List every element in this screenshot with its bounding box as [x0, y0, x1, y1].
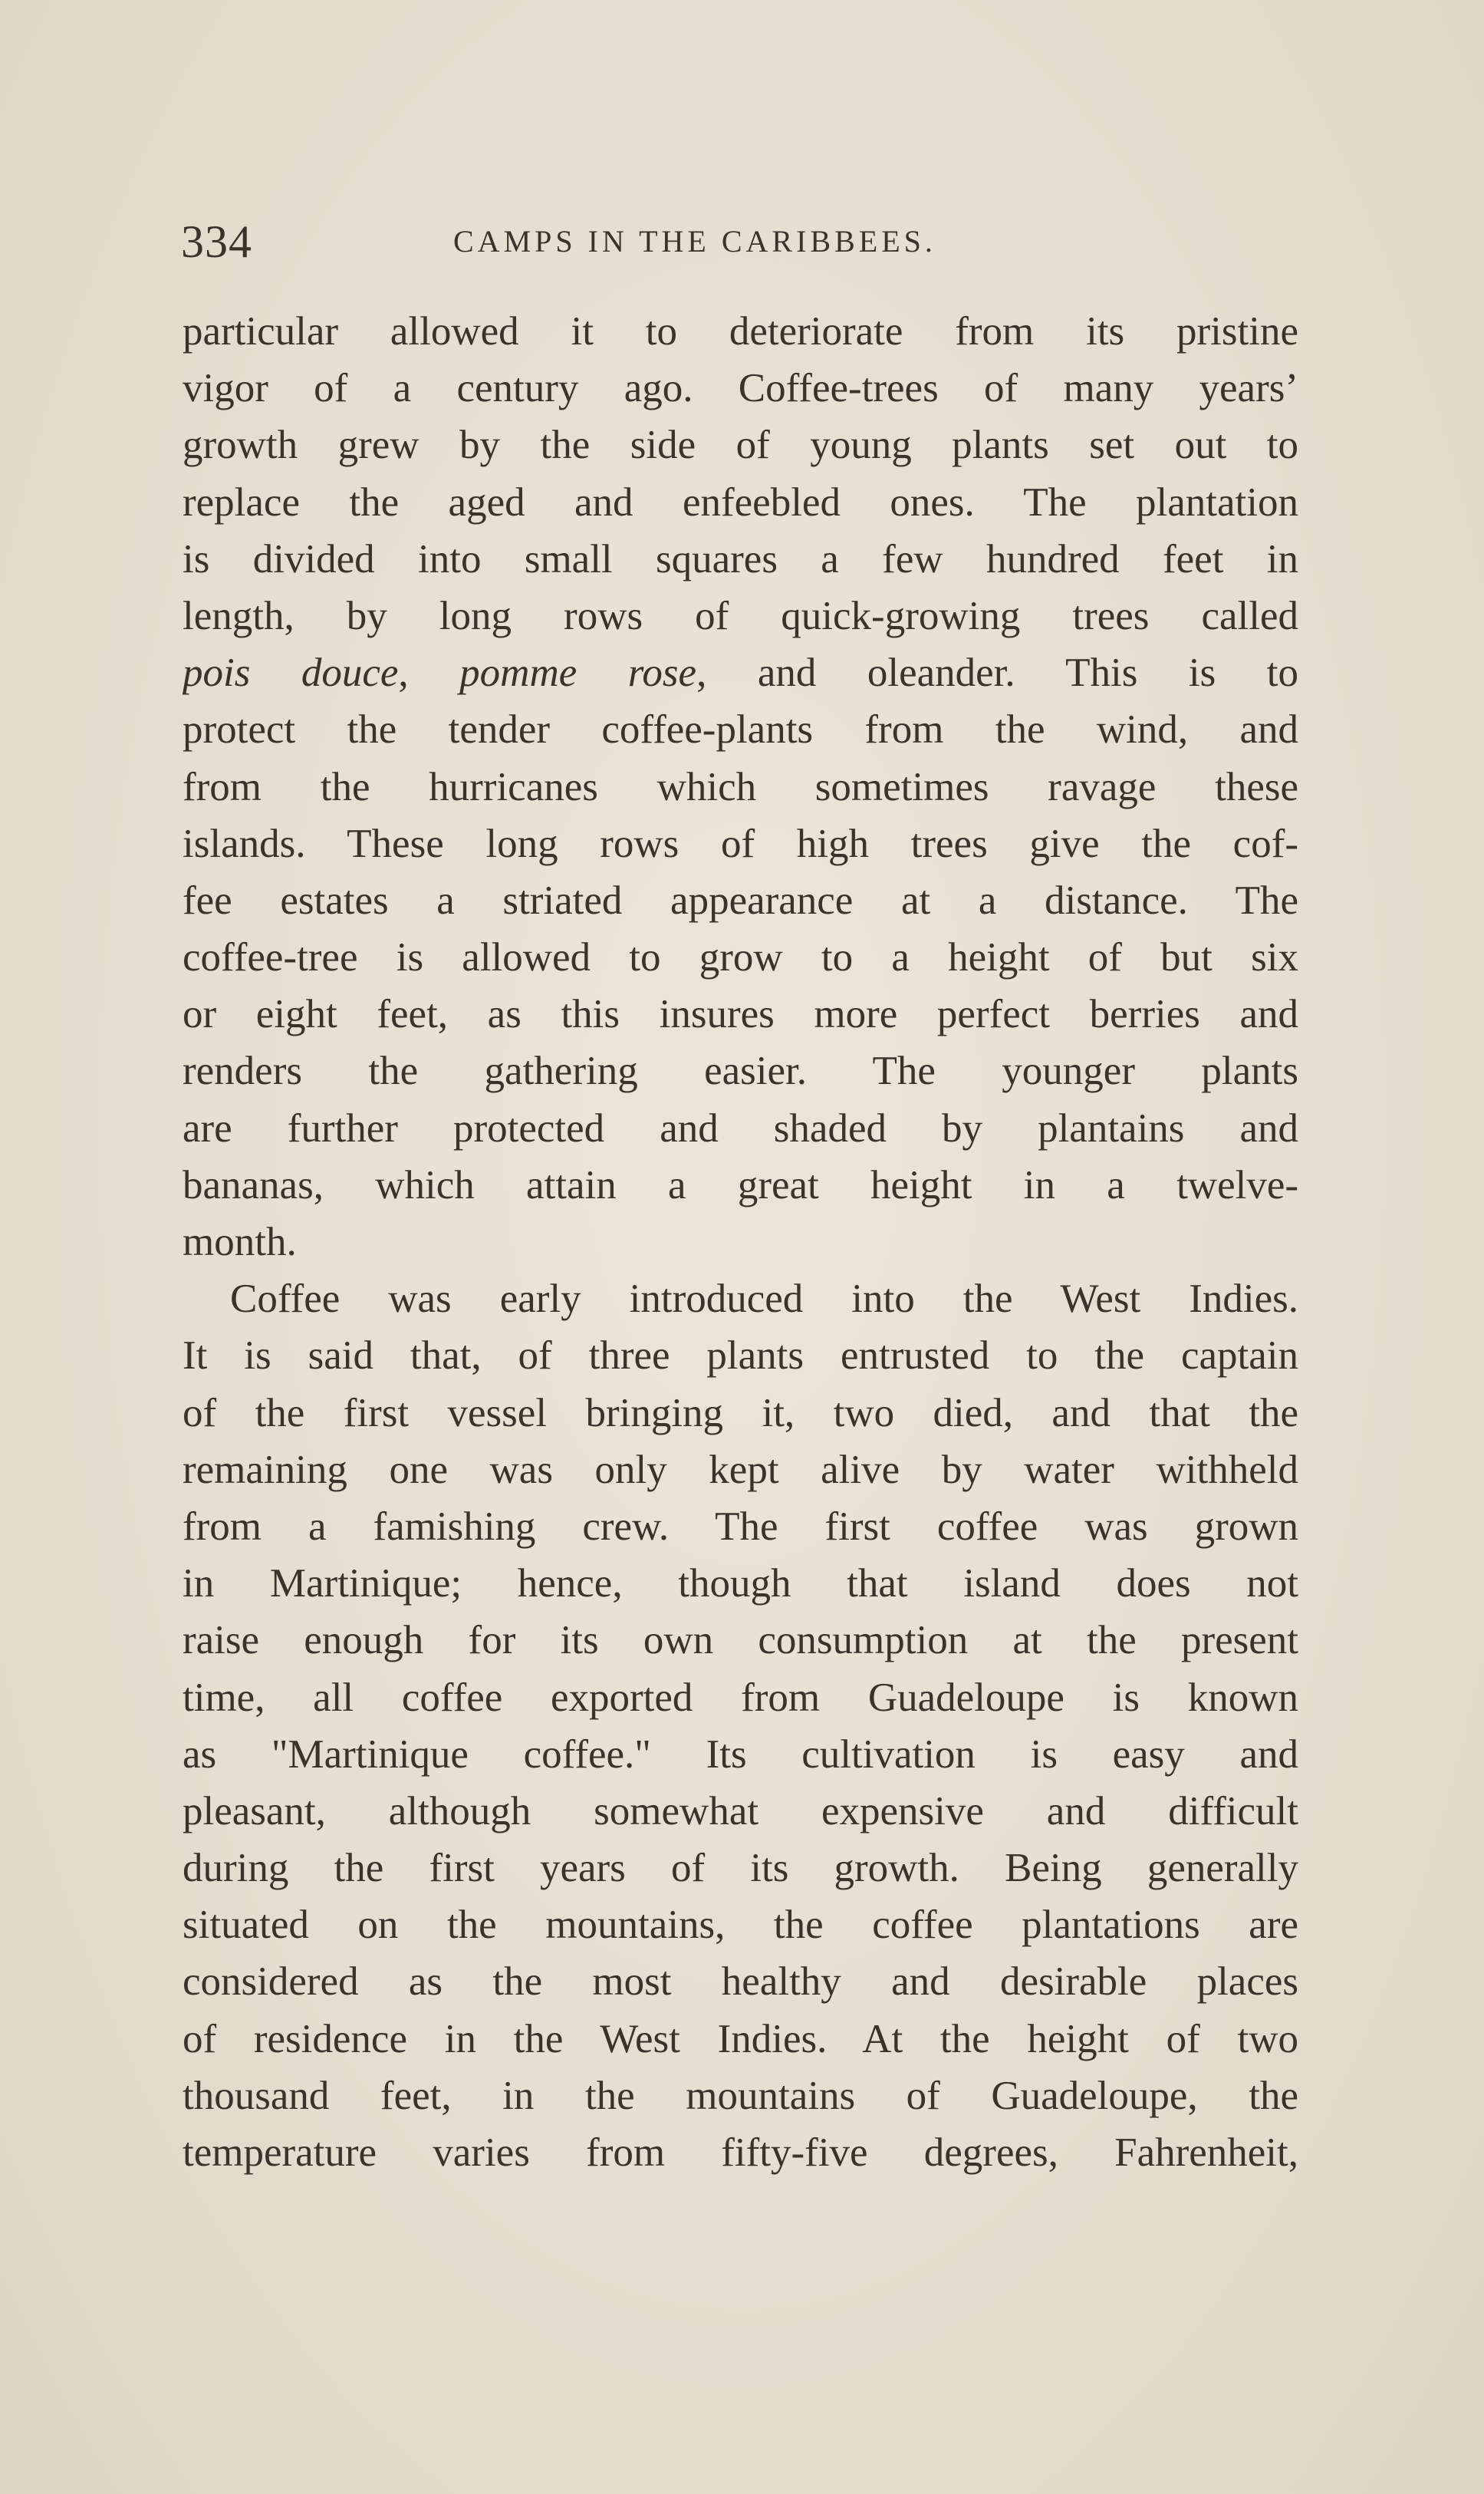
italic-term-pomme-rose: pomme rose	[459, 651, 697, 696]
text-line: growth grew by the side of young plants set out to	[183, 423, 1298, 468]
running-title: CAMPS IN THE CARIBBEES.	[453, 224, 936, 259]
text-line: length, by long rows of quick-growing trees called	[183, 593, 1298, 638]
text-line: or eight feet, as this insures more perfect berries and	[183, 992, 1298, 1037]
text-line: fee estates a striated appearance at a distance. The	[183, 878, 1298, 923]
text-line: remaining one was only kept alive by water withheld	[183, 1447, 1298, 1492]
text-line: situated on the mountains, the coffee plantations are	[183, 1903, 1298, 1948]
text-line: temperature varies from fifty-five degrees, Fahrenheit,	[183, 2130, 1298, 2175]
text-line: replace the aged and enfeebled ones. The plantation	[183, 479, 1298, 525]
text-line: of the first vessel bringing it, two died, and that the	[183, 1390, 1298, 1435]
text-line: thousand feet, in the mountains of Guadeloupe, the	[183, 2073, 1298, 2118]
text-line: pleasant, although somewhat expensive and difficult	[183, 1788, 1298, 1833]
text-line: in Martinique; hence, though that island does not	[183, 1561, 1298, 1606]
separator: ,	[398, 651, 460, 696]
text-line	[183, 644, 1298, 701]
line-rest: , and oleander. This is to	[696, 651, 1298, 696]
text-line-paragraph-end: month.	[183, 1220, 297, 1264]
text-line: renders the gathering easier. The younger plants	[183, 1049, 1298, 1094]
text-line: raise enough for its own consumption at the present	[183, 1618, 1298, 1663]
italic-term-pois-douce: pois douce	[183, 651, 399, 696]
page-number: 334	[181, 216, 252, 267]
text-line: during the first years of its growth. Being generally	[183, 1846, 1298, 1891]
text-line-paragraph-start: Coffee was early introduced into the West Indies.	[230, 1277, 1298, 1322]
text-line: considered as the most healthy and desirable places	[183, 1959, 1298, 2005]
body-text	[183, 303, 1298, 2181]
text-line: islands. These long rows of high trees give the cof-	[183, 821, 1298, 866]
text-line: from the hurricanes which sometimes ravage these	[183, 764, 1298, 809]
text-line: particular allowed it to deteriorate from its pristine	[183, 309, 1298, 354]
text-line: of residence in the West Indies. At the height of two	[183, 2016, 1298, 2061]
text-line: bananas, which attain a great height in a twelve-	[183, 1162, 1298, 1207]
running-head	[181, 207, 1301, 276]
text-line: as "Martinique coffee." Its cultivation is easy and	[183, 1731, 1298, 1777]
text-line: coffee-tree is allowed to grow to a height of but six	[183, 935, 1298, 980]
text-line: protect the tender coffee-plants from the wind, and	[183, 707, 1298, 753]
text-line: is divided into small squares a few hundred feet in	[183, 536, 1298, 581]
text-line: It is said that, of three plants entrusted to the captain	[183, 1333, 1298, 1379]
text-line: from a famishing crew. The first coffee was grown	[183, 1504, 1298, 1549]
text-line: time, all coffee exported from Guadeloupe is known	[183, 1675, 1298, 1720]
text-line: vigor of a century ago. Coffee-trees of many years’	[183, 366, 1298, 411]
text-line: are further protected and shaded by plantains and	[183, 1105, 1298, 1151]
